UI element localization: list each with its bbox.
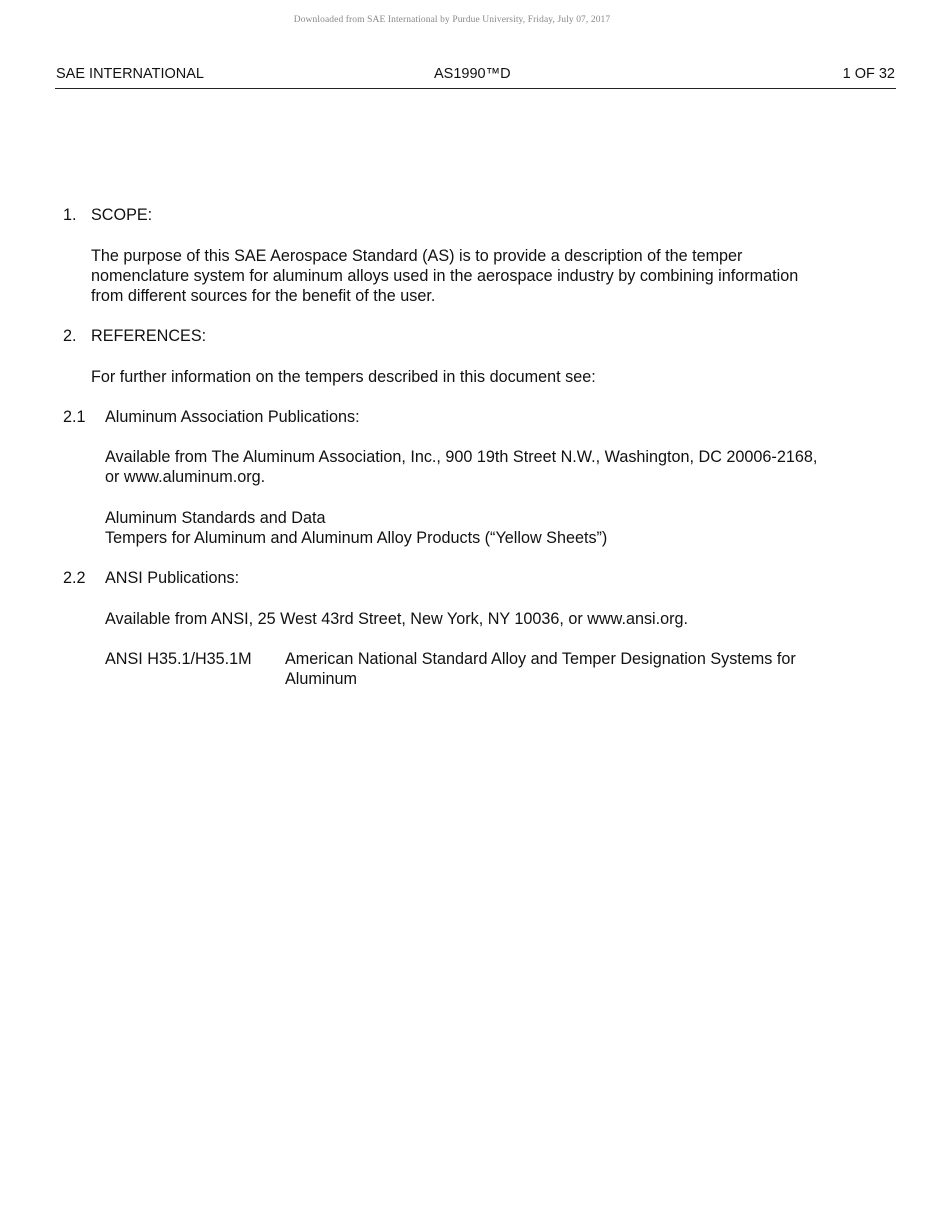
section-title-references: REFERENCES: (91, 327, 207, 345)
reference-description-line: Aluminum (285, 670, 357, 688)
publication-title: Aluminum Standards and Data (105, 509, 326, 527)
scope-line: from different sources for the benefit of the user. (91, 287, 436, 305)
section-number-ansi: 2.2 (63, 569, 86, 587)
section-number-scope: 1. (63, 206, 77, 224)
aluminum-association-availability (105, 447, 895, 487)
download-notice: Downloaded from SAE International by Purdue University, Friday, July 07, 2017 (293, 15, 611, 25)
availability-line: or www.aluminum.org. (105, 468, 266, 486)
aluminum-association-publications (105, 508, 895, 548)
header-organization: SAE INTERNATIONAL (56, 66, 204, 82)
scope-paragraph (91, 246, 891, 306)
header-document-id: AS1990™D (434, 66, 511, 82)
publication-title: Tempers for Aluminum and Aluminum Alloy Products (“Yellow Sheets”) (105, 529, 608, 547)
page-header (55, 66, 896, 89)
section-number-aluminum-association: 2.1 (63, 408, 86, 426)
section-title-ansi: ANSI Publications: (105, 569, 240, 587)
header-page-number: 1 OF 32 (842, 66, 895, 82)
ansi-availability: Available from ANSI, 25 West 43rd Street, New York, NY 10036, or www.ansi.org. (105, 610, 689, 628)
reference-code: ANSI H35.1/H35.1M (105, 650, 252, 668)
references-intro: For further information on the tempers described in this document see: (91, 368, 596, 386)
availability-line: Available from The Aluminum Association, Inc., 900 19th Street N.W., Washington, DC 20006-2168, (105, 448, 818, 466)
reference-description (285, 649, 885, 689)
reference-description-line: American National Standard Alloy and Temper Designation Systems for (285, 650, 796, 668)
scope-line: nomenclature system for aluminum alloys used in the aerospace industry by combining information (91, 267, 799, 285)
section-number-references: 2. (63, 327, 77, 345)
scope-line: The purpose of this SAE Aerospace Standard (AS) is to provide a description of the temper (91, 247, 743, 265)
section-title-scope: SCOPE: (91, 206, 153, 224)
section-title-aluminum-association: Aluminum Association Publications: (105, 408, 360, 426)
